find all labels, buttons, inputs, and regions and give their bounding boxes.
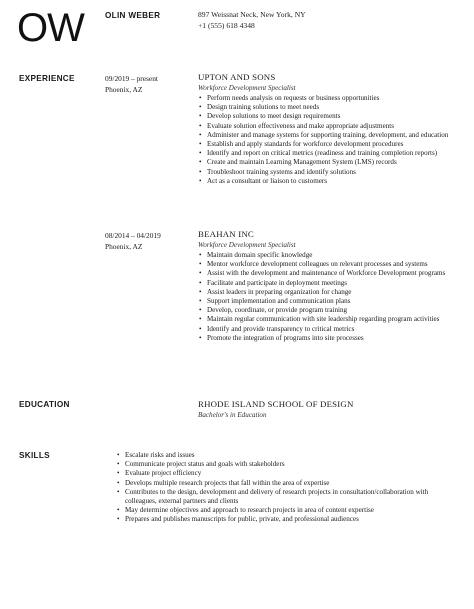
school-name: RHODE ISLAND SCHOOL OF DESIGN [198, 399, 354, 409]
degree: Bachelor's in Education [198, 411, 267, 419]
job-1-company: UPTON AND SONS [198, 72, 276, 82]
job-2-role: Workforce Development Specialist [198, 241, 296, 249]
list-item: • Maintain domain specific knowledge [207, 251, 453, 260]
job-2-location: Phoenix, AZ [105, 242, 143, 251]
job-1 [198, 72, 453, 186]
list-item: • Maintain regular communication with site leadership regarding program activities [207, 315, 453, 324]
job-2-meta [105, 230, 161, 252]
list-item: • Facilitate and participate in deployment meetings [207, 279, 453, 288]
list-item: • Assist with the development and maintenance of Workforce Development programs [207, 269, 453, 278]
monogram: OW [17, 6, 84, 50]
list-item: • Evaluate project efficiency [125, 469, 461, 478]
list-item: • Establish and apply standards for workforce development procedures [207, 140, 453, 149]
job-1-role: Workforce Development Specialist [198, 84, 296, 92]
job-2-bullets [198, 251, 453, 343]
list-item: • Evaluate solution effectiveness and make appropriate adjustments [207, 122, 453, 131]
job-1-dates: 09/2019 – present [105, 74, 158, 83]
list-item: • Communicate project status and goals with stakeholders [125, 460, 461, 469]
list-item: • Create and maintain Learning Management System (LMS) records [207, 158, 453, 167]
list-item: • Design training solutions to meet needs [207, 103, 453, 112]
list-item: • Identify and report on critical metrics (readiness and training completion reports) [207, 149, 453, 158]
contact-block [198, 10, 306, 31]
skills-list [116, 451, 461, 525]
skills [116, 450, 461, 525]
list-item: • Support implementation and communication plans [207, 297, 453, 306]
list-item: • Develop, coordinate, or provide program training [207, 306, 453, 315]
list-item: • Prepares and publishes manuscripts for public, private, and professional audiences [125, 515, 461, 524]
job-1-meta [105, 73, 158, 95]
job-2-dates: 08/2014 – 04/2019 [105, 231, 161, 240]
candidate-name: OLIN WEBER [105, 11, 161, 20]
address: 897 Weissnat Neck, New York, NY [198, 10, 306, 19]
job-1-bullets [198, 94, 453, 186]
list-item: • Mentor workforce development colleagues on relevant processes and systems [207, 260, 453, 269]
list-item: • Develop solutions to meet design requirements [207, 112, 453, 121]
list-item: • Troubleshoot training systems and identify solutions [207, 168, 453, 177]
section-title-skills: SKILLS [19, 451, 50, 460]
list-item: • Perform needs analysis on requests or business opportunities [207, 94, 453, 103]
list-item: • Identify and provide transparency to critical metrics [207, 325, 453, 334]
education [198, 399, 453, 420]
list-item: • Act as a consultant or liaison to customers [207, 177, 453, 186]
section-title-education: EDUCATION [19, 400, 70, 409]
job-2-company: BEAHAN INC [198, 229, 255, 239]
job-2 [198, 229, 453, 343]
list-item: • May determine objectives and approach to research projects in area of content expertise [125, 506, 461, 515]
list-item: • Promote the integration of programs into site processes [207, 334, 453, 343]
list-item: • Develops multiple research projects that fall within the area of expertise [125, 479, 461, 488]
list-item: • Administer and manage systems for supporting training, development, and education [207, 131, 453, 140]
list-item: • Assist leaders in preparing organization for change [207, 288, 453, 297]
phone: +1 (555) 618 4348 [198, 20, 255, 30]
list-item: • Contributes to the design, development and delivery of research projects in consultation/collaboration with colleagues, external partners and clients [125, 488, 461, 506]
section-title-experience: EXPERIENCE [19, 74, 75, 83]
job-1-location: Phoenix, AZ [105, 85, 143, 94]
list-item: • Escalate risks and issues [125, 451, 461, 460]
